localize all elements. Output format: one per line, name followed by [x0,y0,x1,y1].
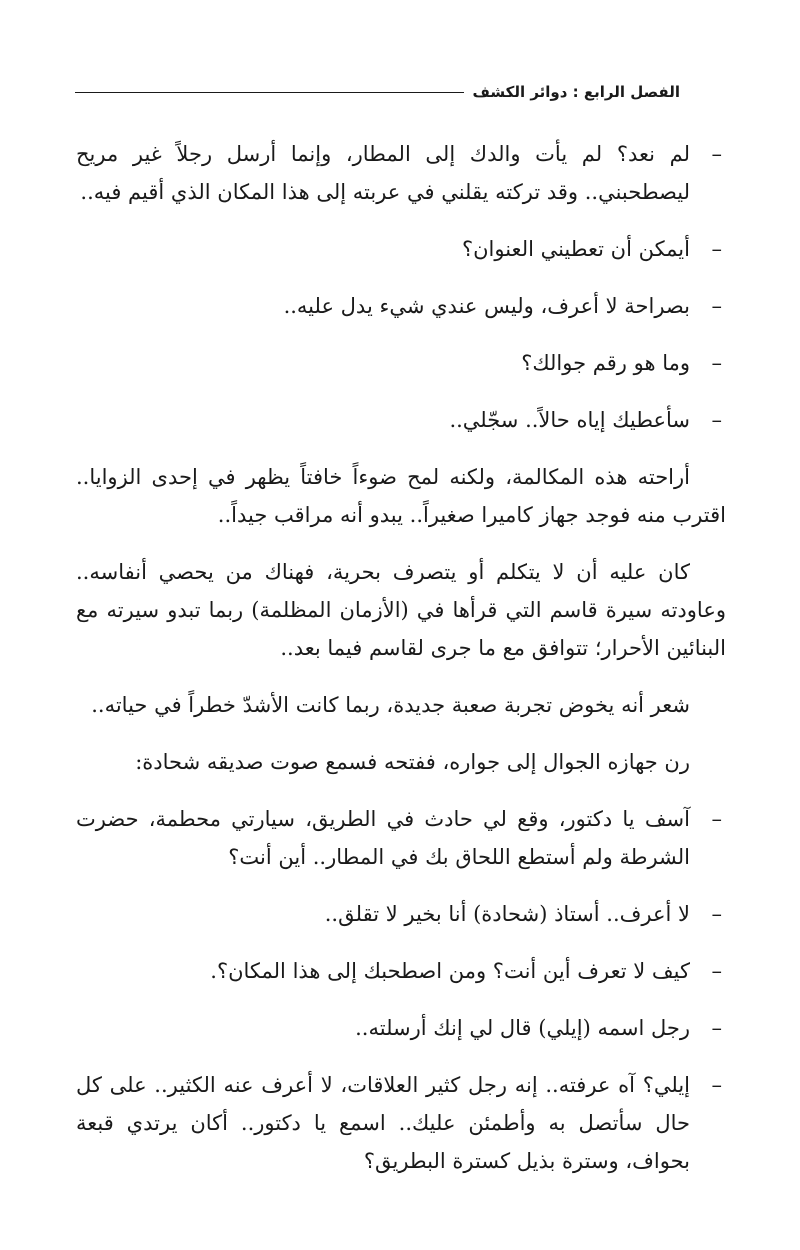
dialogue-text: بصراحة لا أعرف، وليس عندي شيء يدل عليه.. [283,294,690,318]
dialogue-line [76,1066,726,1180]
narrative-paragraph: رن جهازه الجوال إلى جواره، ففتحه فسمع صوت صديقه شحادة: [135,750,690,774]
dialogue-text: لم نعد؟ لم يأت والدك إلى المطار، وإنما أرسل رجلاً غير مريح ليصطحبني.. وقد تركته يقلني في عربته إلى هذا المكان الذي أقيم فيه.. [76,142,690,204]
dialogue-text: آسف يا دكتور، وقع لي حادث في الطريق، سيارتي محطمة، حضرت الشرطة ولم أستطع اللحاق بك في المطار.. أين أنت؟ [76,807,690,869]
dialogue-dash: – [711,902,722,926]
dialogue-dash: – [711,959,722,983]
dialogue-text: لا أعرف.. أستاذ (شحادة) أنا بخير لا تقلق.. [324,902,690,926]
dialogue-line [76,135,726,211]
header-rule [75,92,464,93]
dialogue-dash: – [711,237,722,261]
dialogue-dash: – [711,294,722,318]
dialogue-dash: – [711,1073,722,1097]
dialogue-text: إيلي؟ آه عرفته.. إنه رجل كثير العلاقات، لا أعرف عنه الكثير.. على كل حال سأتصل به وأطمئن عليك.. اسمع يا دكتور.. أكان يرتدي قبعة بحواف، وسترة بذيل كسترة البطريق؟ [76,1073,690,1173]
page-body [76,135,726,1199]
dialogue-line [76,895,726,933]
dialogue-text: أيمكن أن تعطيني العنوان؟ [461,237,690,261]
dialogue-dash: – [711,1016,722,1040]
dialogue-dash: – [711,142,722,166]
narrative-paragraph: كان عليه أن لا يتكلم أو يتصرف بحرية، فهناك من يحصي أنفاسه.. وعاودته سيرة قاسم التي قرأها في (الأزمان المظلمة) ربما تبدو سيرته مع البنائين الأحرار؛ تتوافق مع ما جرى لقاسم فيما بعد.. [76,560,726,660]
dialogue-dash: – [711,807,722,831]
dialogue-line [76,344,726,382]
dialogue-text: سأعطيك إياه حالاً.. سجّلي.. [449,408,690,432]
dialogue-text: رجل اسمه (إيلي) قال لي إنك أرسلته.. [355,1016,690,1040]
dialogue-line [76,1009,726,1047]
dialogue-line [76,952,726,990]
narrative-paragraph: شعر أنه يخوض تجربة صعبة جديدة، ربما كانت الأشدّ خطراً في حياته.. [91,693,690,717]
narrative-paragraph: أراحته هذه المكالمة، ولكنه لمح ضوءاً خافتاً يظهر في إحدى الزوايا.. اقترب منه فوجد جهاز كاميرا صغيراً.. يبدو أنه مراقب جيداً.. [76,465,726,527]
dialogue-text: وما هو رقم جوالك؟ [521,351,690,375]
chapter-title: الفصل الرابع : دوائر الكشف [472,83,680,101]
dialogue-line [76,287,726,325]
dialogue-line [76,230,726,268]
dialogue-dash: – [711,351,722,375]
dialogue-line [76,401,726,439]
dialogue-line [76,800,726,876]
dialogue-dash: – [711,408,722,432]
running-header [75,80,680,104]
dialogue-text: كيف لا تعرف أين أنت؟ ومن اصطحبك إلى هذا المكان؟. [210,959,690,983]
